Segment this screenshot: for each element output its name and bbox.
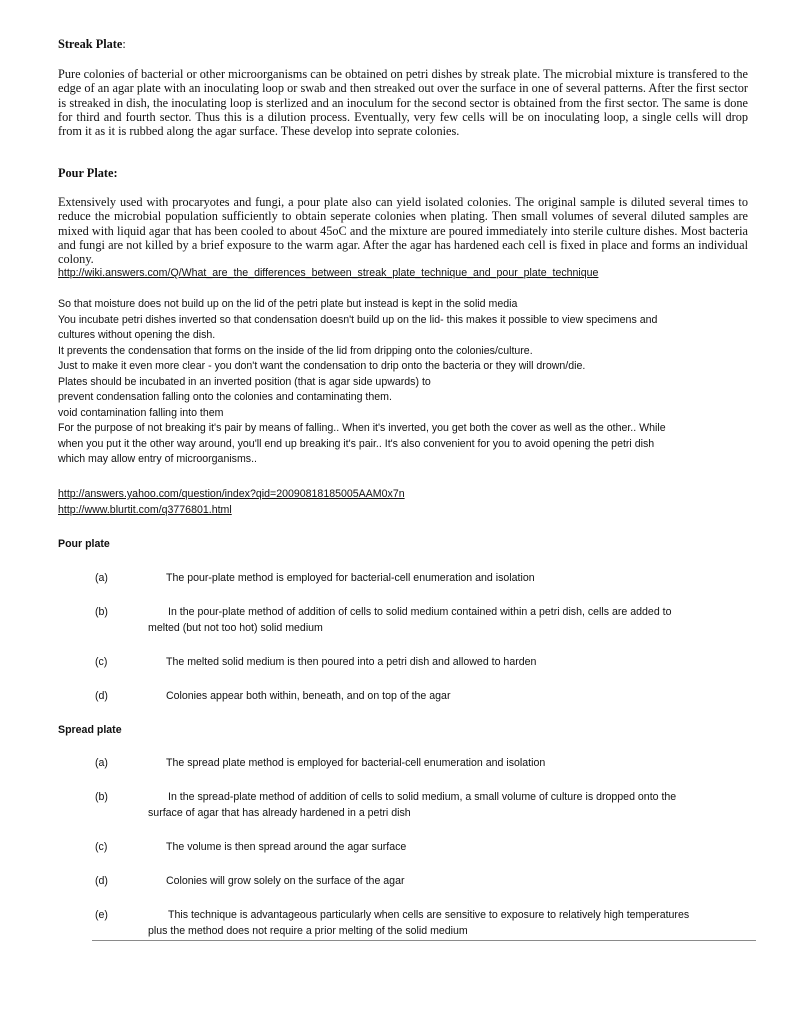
note-line: cultures without opening the dish.: [58, 329, 216, 341]
wiki-answers-link-line: [58, 266, 748, 282]
list-item-text: The volume is then spread around the agar surface: [166, 841, 407, 853]
inverted-incubation-notes: [58, 297, 748, 468]
streak-plate-title: Streak Plate: [58, 37, 123, 51]
list-item-letter: (d): [95, 875, 108, 887]
note-line: which may allow entry of microorganisms..: [58, 453, 257, 465]
list-item-text: Colonies appear both within, beneath, and on top of the agar: [166, 690, 451, 702]
pour-plate-heading: Pour Plate:: [58, 166, 118, 180]
note-line: It prevents the condensation that forms on the inside of the lid from dripping onto the colonies/culture.: [58, 344, 533, 357]
bottom-divider: [92, 940, 756, 941]
list-item-text: This technique is advantageous particularly when cells are sensitive to exposure to relatively high temperatures plus the method does not require a prior melting of the solid medium: [148, 909, 690, 937]
note-line: For the purpose of not breaking it's pair by means of falling.. When it's inverted, you get both the cover as well as the other.. While: [58, 422, 666, 434]
list-item-letter: (c): [95, 841, 108, 853]
list-item-text: In the pour-plate method of addition of cells to solid medium contained within a petri dish, cells are added to melted (but not too hot) solid medium: [148, 606, 672, 634]
note-line: So that moisture does not build up on the lid of the petri plate but instead is kept in the solid media: [58, 298, 518, 310]
pour-plate-paragraph: Extensively used with procaryotes and fungi, a pour plate also can yield isolated colonies. The original sample is diluted several times to reduce the microbial population sufficiently to obtain seperate colonies when plating. Then small volumes of several diluted samples are mixed with liquid agar that has been cooled to about 45oC and the mixture are poured immediately into sterile culture dishes. Most bacteria and fungi are not killed by a brief exposure to the warm agar. After the agar has hardened each cell is fixed in place and forms an individual colony.: [58, 195, 748, 267]
note-line: Plates should be incubated in an inverted position (that is agar side upwards) to: [58, 375, 431, 388]
note-line: prevent condensation falling onto the colonies and contaminating them.: [58, 391, 392, 403]
list-item-text: The spread plate method is employed for bacterial-cell enumeration and isolation: [166, 757, 546, 769]
list-item-text: The pour-plate method is employed for bacterial-cell enumeration and isolation: [166, 572, 535, 584]
list-item-letter: (b): [95, 606, 108, 618]
blurtit-link[interactable]: http://www.blurtit.com/q3776801.html: [58, 503, 232, 516]
list-item-letter: (a): [95, 757, 108, 769]
spread-plate-list-heading: Spread plate: [58, 724, 122, 736]
note-line: You incubate petri dishes inverted so that condensation doesn't build up on the lid- this makes it possible to view specimens and: [58, 313, 658, 326]
list-item-letter: (e): [95, 909, 108, 921]
streak-plate-colon: :: [122, 37, 126, 51]
list-item-letter: (a): [95, 572, 108, 584]
source-links: [58, 487, 748, 518]
note-line: void contamination falling into them: [58, 406, 224, 419]
note-line: when you put it the other way around, you'll end up breaking it's pair.. It's also convenient for you to avoid opening the petri dish: [58, 437, 655, 450]
list-item-letter: (b): [95, 791, 108, 803]
pour-plate-list-heading: Pour plate: [58, 538, 110, 550]
yahoo-answers-link[interactable]: http://answers.yahoo.com/question/index?qid=20090818185005AAM0x7n: [58, 488, 405, 500]
list-item-text: The melted solid medium is then poured into a petri dish and allowed to harden: [166, 656, 537, 668]
list-item-text: Colonies will grow solely on the surface of the agar: [166, 875, 405, 887]
note-line: Just to make it even more clear - you don't want the condensation to drip onto the bacteria or they will drown/die.: [58, 360, 586, 372]
streak-plate-heading: [58, 37, 748, 51]
list-item-text: In the spread-plate method of addition of cells to solid medium, a small volume of culture is dropped onto the surface of agar that has already hardened in a petri dish: [148, 791, 677, 819]
streak-plate-paragraph: Pure colonies of bacterial or other microorganisms can be obtained on petri dishes by streak plate. The microbial mixture is transfered to the edge of an agar plate with an inoculating loop or swab and then streaked out over the surface in one of several patterns. After the first sector is streaked in dish, the inoculating loop is sterlized and an inoculum for the second sector is obtained from the first sector. The same is done for third and fourth sector. Thus this is a dilution process. Eventually, very few cells will be on inoculating loop, a single cells will drop from it as it is rubbed along the agar surface. These develop into seprate colonies.: [58, 67, 748, 139]
list-item-letter: (d): [95, 690, 108, 702]
list-item-letter: (c): [95, 656, 108, 668]
wiki-answers-link[interactable]: http://wiki.answers.com/Q/What_are_the_differences_between_streak_plate_technique_and_pour_plate_technique: [58, 267, 599, 279]
